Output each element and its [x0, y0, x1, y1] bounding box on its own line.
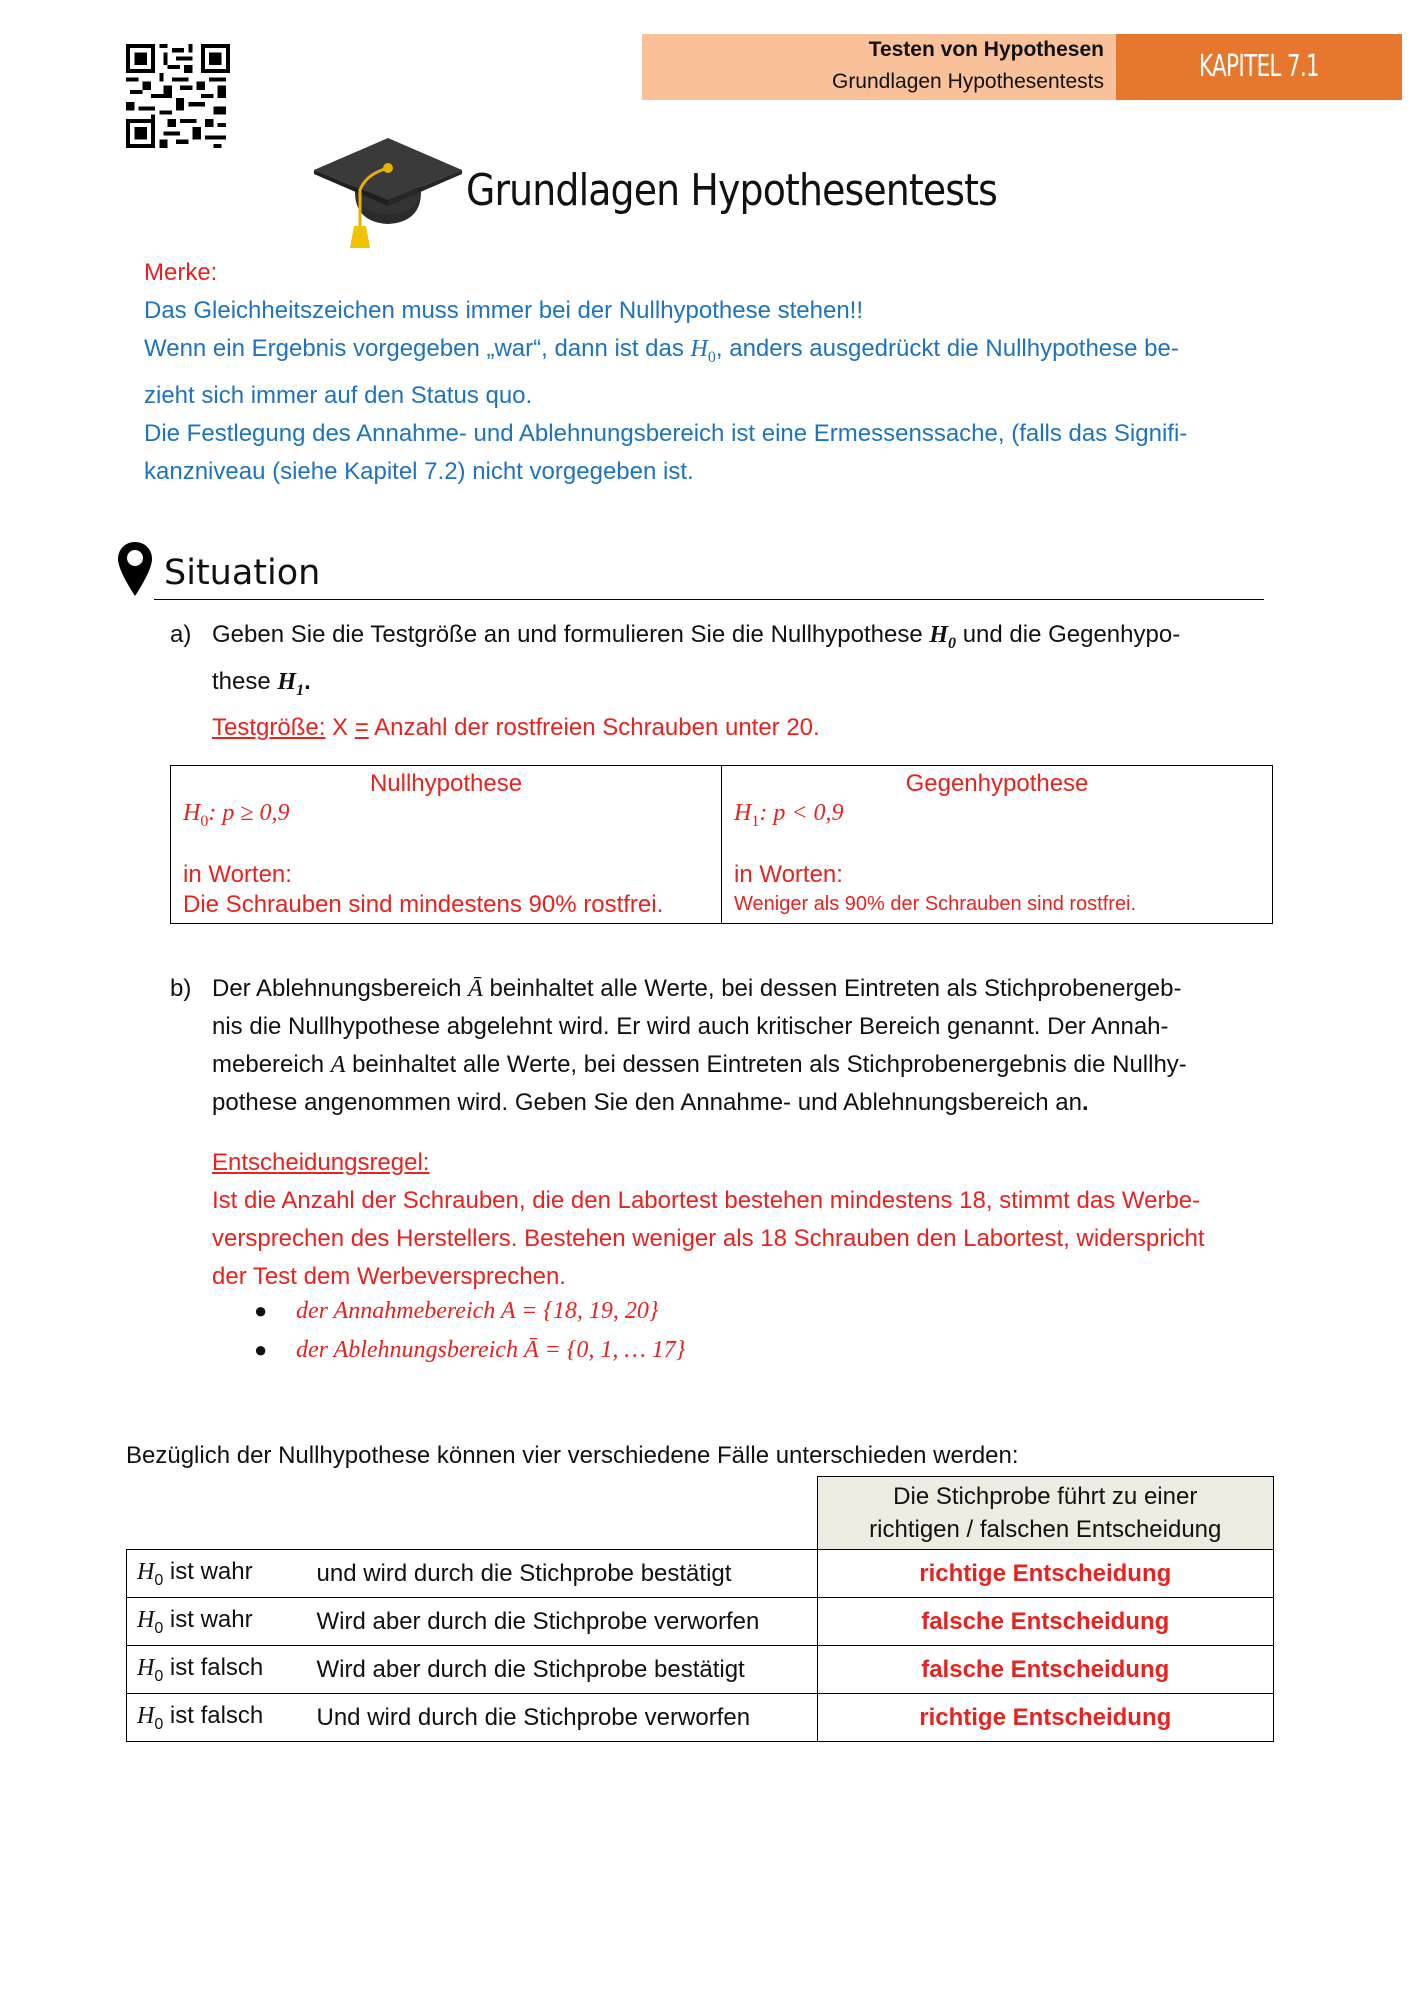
cases-table [126, 1476, 1274, 1742]
task-b-line-1 [212, 970, 1282, 1008]
h-subscript: 0 [154, 1715, 164, 1733]
task-a-line-2 [212, 663, 1180, 710]
case-result: falsche Entscheidung [817, 1646, 1274, 1694]
h-letter: H [929, 622, 949, 648]
case-state [127, 1598, 307, 1646]
task-b-text [212, 970, 1282, 1122]
page-title: Grundlagen Hypothesentests [466, 165, 997, 216]
table-row [127, 1550, 1274, 1598]
entscheidungsregel [212, 1144, 1292, 1296]
alternative-hypothesis-cell [722, 766, 1273, 924]
alternative-words: Weniger als 90% der Schrauben sind rostfrei. [734, 892, 1137, 915]
h-letter: H [137, 1654, 155, 1681]
header-subtopic: Grundlagen Hypothesentests [831, 70, 1104, 93]
alternative-hypothesis-formula [734, 800, 1260, 831]
alternative-words-label: in Worten: [734, 860, 843, 888]
h-subscript: 0 [154, 1667, 164, 1685]
task-text: beinhaltet alle Werte, bei dessen Eintreten als Stichprobenergebnis die Nullhy- [345, 1051, 1187, 1078]
abar-symbol: Ā [468, 976, 483, 1002]
case-description: Und wird durch die Stichprobe verworfen [307, 1694, 818, 1742]
h-subscript: 1 [296, 681, 305, 699]
task-a-marker: a) [170, 621, 192, 648]
h0-symbol [690, 336, 716, 366]
testgroesse-label: Testgröße: [212, 714, 326, 741]
merke-line-3: zieht sich immer auf den Status quo. [144, 381, 533, 409]
case-state-text: ist wahr [163, 1605, 253, 1633]
h-subscript: 0 [200, 812, 209, 830]
task-text: pothese angenommen wird. Geben Sie den Annahme- und Ablehnungsbereich an [212, 1089, 1082, 1116]
h-letter: H [277, 668, 297, 695]
merke-box [144, 254, 1187, 491]
merke-text: Wenn ein Ergebnis vorgegeben „war“, dann ist das [144, 335, 691, 362]
h-subscript: 0 [707, 348, 716, 366]
null-hypothesis-head: Nullhypothese [369, 770, 523, 797]
annahmebereich: der Annahmebereich A = {18, 19, 20} [296, 1298, 659, 1324]
cases-header-line-2: richtigen / falschen Entscheidung [869, 1516, 1222, 1543]
section-divider [154, 599, 1264, 600]
task-b-line-4 [212, 1084, 1282, 1122]
task-text: mebereich [212, 1051, 331, 1078]
table-row [127, 1694, 1274, 1742]
testgroesse-eq: = [354, 714, 369, 741]
cases-header-line-1: Die Stichprobe führt zu einer [893, 1483, 1198, 1510]
null-words-label: in Worten: [183, 860, 292, 888]
task-text: Geben Sie die Testgröße an und formulieren Sie die Nullhypothese [212, 621, 923, 648]
case-result: falsche Entscheidung [817, 1598, 1274, 1646]
case-state [127, 1694, 307, 1742]
merke-line-5: kanzniveau (siehe Kapitel 7.2) nicht vorgegeben ist. [144, 457, 694, 485]
case-state-text: ist falsch [163, 1701, 264, 1729]
hypothesis-table [170, 765, 1273, 924]
regel-line-1: Ist die Anzahl der Schrauben, die den Labortest bestehen mindestens 18, stimmt das Werbe- [212, 1187, 1201, 1214]
task-text: und die Gegenhypo- [962, 621, 1181, 648]
task-text: these [212, 667, 271, 695]
location-pin-icon [116, 540, 154, 598]
chapter-label: KAPITEL 7.1 [1198, 49, 1320, 84]
case-description: Wird aber durch die Stichprobe bestätigt [307, 1646, 818, 1694]
h-letter: H [137, 1558, 155, 1585]
regel-line-3: der Test dem Werbeversprechen. [212, 1263, 566, 1290]
null-hypothesis-cell [171, 766, 722, 924]
case-state [127, 1550, 307, 1598]
merke-line-4: Die Festlegung des Annahme- und Ablehnungsbereich ist eine Ermessenssache, (falls das Signifi- [144, 419, 1188, 447]
bullet-dot: ● [254, 1298, 268, 1323]
null-hypothesis-formula [183, 800, 709, 831]
entscheidungsregel-heading: Entscheidungsregel: [212, 1149, 430, 1176]
h0-symbol [929, 622, 957, 652]
case-state-text: ist wahr [163, 1557, 253, 1585]
merke-line-1: Das Gleichheitszeichen muss immer bei der Nullhypothese stehen!! [144, 297, 864, 324]
task-a-text [212, 616, 1180, 710]
task-text: beinhaltet alle Werte, bei dessen Eintreten als Stichprobenergeb- [482, 975, 1182, 1002]
h-subscript: 0 [154, 1619, 164, 1637]
case-state-text: ist falsch [163, 1653, 264, 1681]
task-a-line-1 [212, 616, 1180, 663]
a-symbol: A [330, 1052, 346, 1078]
blank-cell [127, 1477, 307, 1550]
section-heading-situation: Situation [164, 553, 321, 593]
case-description: Wird aber durch die Stichprobe verworfen [307, 1598, 818, 1646]
h-subscript: 0 [948, 634, 957, 652]
null-words: Die Schrauben sind mindestens 90% rostfrei. [183, 890, 664, 918]
merke-text: , anders ausgedrückt die Nullhypothese be- [715, 335, 1179, 362]
ablehnungsbereich: der Ablehnungsbereich Ā = {0, 1, … 17} [296, 1337, 686, 1363]
h-letter: H [734, 800, 752, 826]
h-subscript: 0 [154, 1571, 164, 1589]
case-state [127, 1646, 307, 1694]
testgroesse-text: Anzahl der rostfreien Schrauben unter 20. [368, 714, 820, 741]
alternative-hypothesis-head: Gegenhypothese [905, 770, 1089, 797]
blank-cell [307, 1477, 818, 1550]
merke-line-2 [144, 330, 1187, 377]
h-subscript: 1 [751, 812, 760, 830]
period: . [1081, 1089, 1089, 1116]
bullet-dot: ● [254, 1337, 268, 1362]
graduation-cap-icon [310, 130, 466, 250]
cases-intro: Bezüglich der Nullhypothese können vier verschiedene Fälle unterschieden werden: [126, 1442, 1019, 1469]
task-text: Der Ablehnungsbereich [212, 975, 469, 1002]
case-result: richtige Entscheidung [817, 1694, 1274, 1742]
h1-symbol [277, 668, 305, 699]
task-b-line-2: nis die Nullhypothese abgelehnt wird. Er wird auch kritischer Bereich genannt. Der Annah- [212, 1013, 1169, 1040]
formula-rest: : p < 0,9 [759, 800, 844, 826]
period: . [304, 667, 311, 695]
header-topic: Testen von Hypothesen [868, 38, 1104, 61]
table-row [127, 1598, 1274, 1646]
case-result: richtige Entscheidung [817, 1550, 1274, 1598]
regel-line-2: versprechen des Herstellers. Bestehen weniger als 18 Schrauben den Labortest, widerspricht [212, 1225, 1205, 1252]
merke-heading: Merke: [144, 259, 218, 286]
case-description: und wird durch die Stichprobe bestätigt [307, 1550, 818, 1598]
task-b-marker: b) [170, 975, 192, 1002]
formula-rest: : p ≥ 0,9 [208, 800, 290, 826]
h-letter: H [137, 1702, 155, 1729]
task-b-line-3 [212, 1046, 1282, 1084]
cases-header [817, 1477, 1274, 1550]
h-letter: H [183, 800, 201, 826]
qr-code-icon[interactable] [126, 44, 230, 148]
testgroesse-line [212, 714, 820, 742]
h-letter: H [690, 336, 708, 362]
testgroesse-var: X [325, 714, 355, 741]
table-row [127, 1646, 1274, 1694]
h-letter: H [137, 1606, 155, 1633]
